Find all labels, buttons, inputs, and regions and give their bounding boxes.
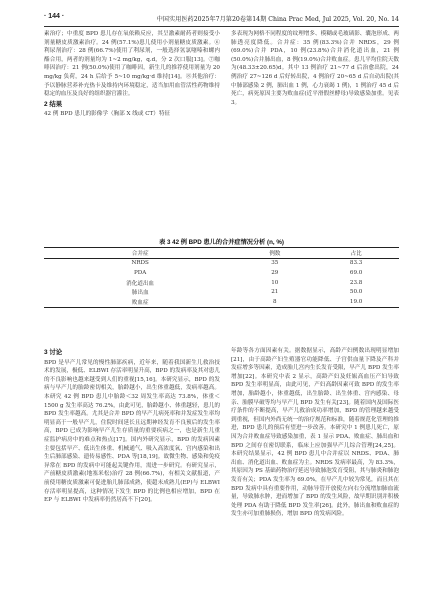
table-header-cell: 合并症 (131, 250, 149, 257)
table-row (44, 278, 399, 288)
table-cell: 29 (271, 269, 279, 276)
paragraph-discussion-cont: 年龄等各方面因素有关。据数据显示，高龄产妇例数出现明显增加[21]，由于高龄产妇生殖器官功能降低、子宫供血量下降及产科并发症增多等因素，造成胎儿宫内生长发育受限，早产儿 BPD 发生率增加[22]。本研究中表 2 显示，高龄产妇及妊娠高血压产妇导致 BPD 发生率明显高，由此可见，产妇高龄因素可致 BPD 的发生率增加，胎龄越小，体重越低，出生胎龄、出生体重、宫内感染、母亲、胎膜早破等均与早产儿 BPD 发生有关[23]。随着国内及国际医疗条件的不断提高，早产儿救治成功率增加，BPD 的管理越来越受到重视，但国内外尚无统一的治疗规范和标准，随着规范化管理的推进，BPD 患儿的预后有望进一步改善。本研究中 1 例患儿死亡，原因为合并败血症导致感染加重，表 1 显示 PDA、败血症、肺出血和 BPD 之间存在密切联系，临床上应加强早产儿综合管理[24,25]。 本研究结果显示，42 例 BPD 患儿中合并症以 NRDS、PDA、肺出血、消化道出血、败血症为主。NRDS 发病率最高，为 83.3%，其原因为 PS 基础药物治疗延迟导致肺泡发育受阻，其与肺炎和肺泡发育有关；PDA 发生率为 69.0%，在早产儿中较为常见，而且其在 BPD 发病中具有重要作用，动脉导管开放使左向右分流增加肺血流量，导致肺水肿，进而增加了 BPD 的发生风险，故早期识别并积极处理 PDA 有助于降低 BPD 发生率[26]。此外，肺出血和败血症的发生亦可加重肺损伤，增加 BPD 的发病风险。 (231, 348, 399, 518)
table-cell: 69.0 (349, 269, 363, 276)
paragraph-results: 42 例 BPD 患儿的影像学（胸部 X 线或 CT）特征 (44, 111, 171, 118)
section-heading-discussion: 3 讨论 (44, 349, 63, 356)
paragraph-discussion: BPD 是早产儿常见的慢性肺部疾病，近年来，随着我国新生儿救治技术的发展，极低、ELBWI 存活率明显升高，BPD 的发病率及其对患儿的不良影响也越来越受到人们的重视[15,16]。本研究显示，BPD 的发病与早产儿的胎龄密切相关，胎龄越小，出生体重越低，发病率越高。本研究 42 例 BPD 患儿中胎龄＜32 周发生率高达 73.8%，体重＜1500 g 发生率高达 76.2%，由此可见，胎龄越小、体重越轻，患儿的 BPD 发生率越高。尤其是合并 BPD 的早产儿病死率和并发症发生率均明显高于一般早产儿，住院时间延长且远期神经发育不良预后的发生率高，BPD 已成为影响早产儿生存质量的重要疾病之一，也是新生儿重症监护病房中的难点和热点[17]。国内外研究显示，BPD 的发病因素主要包括早产、低出生体重、机械通气、吸入高浓度氧、宫内感染和出生后肺部感染、遗传易感性、PDA 等[18,19]。故微生物、感染和免疫异常在 BPD 的发病中可能起关键作用，需进一步研究。有研究显示，产前糖皮质激素(地塞米松)治疗 28 例(66.7%)，有相关文献报道，产前使用糖皮质激素可促进胎儿肺部成熟，使超未成熟儿(EP)与 ELBWI 存活率明显提高，这种情况下发生 BPD 的比例也相应增加，BPD 在 EP 与 ELBWI 中发病率仍然居高不下[20]。 (44, 359, 220, 504)
table-cell: 8 (273, 298, 277, 305)
section-heading-results: 2 结果 (44, 100, 63, 108)
paragraph-complications: 多表现为网格不同程度的纹理增多、模糊或毛玻璃影、囊泡形成、两肺透亮度降低。合并症：35 例(83.3%)合并 NRDS，29 例(69.0%)合并 PDA，10 例(23.8%)合并消化道出血，21 例(50.0%)合并肺出血，8 例(19.0%)合并败血症。患儿平均住院天数为(48.33±20.65)d。其中 13 例治疗 21~77 d 后治愈出院，24 例治疗 27~126 d 后好转出院，4 例治疗 20~65 d 后自动出院(其中肺部感染 2 例，肺出血 1 例，心力衰竭 1 例)，1 例治疗 45 d 后死亡，病死原因主要为败血症(近平滑假丝酵母)导致感染加重。见表 3。 (231, 31, 399, 106)
table-header-cell: 例数 (269, 250, 281, 257)
paragraph-treatment: 素治疗；中重度 BPD 患儿存在氧依赖反应，其呈激素耐药者则接受小剂量糖皮质激素治疗。24 例(57.1%)患儿使用小剂量糖皮质激素。⑥利尿剂治疗：28 例(66.7%)使用了利尿剂，一般选择氢氯噻嗪和螺内酯合用，两者的剂量均为 1~2 mg/kg，q.d，分 2 次口服[13]。⑦咖啡因治疗：21 例(50.0%)使用了咖啡因，新生儿的推荐使用剂量为 20 mg/kg 负荷，24 h 后给予 5~10 mg/kg·d 维持[14]。⑧其他治疗：予以静脉营养补充热卡及维持内环境稳定，适当加用血管活性药物维持稳定的血压及良好的组织器官灌注。 (44, 31, 220, 98)
journal-info: 中国实用医药2025年7月第20卷第14期 China Prac Med, Jul 2025, Vol. 20, No. 14 (156, 16, 399, 23)
complications-table (44, 247, 399, 308)
table-header-row (44, 248, 399, 259)
table-cell: 败血症 (131, 299, 149, 306)
table-cell: 21 (271, 289, 279, 296)
table-cell: NRDS (131, 260, 149, 267)
table-row (44, 297, 399, 307)
table-cell: 23.8 (349, 279, 363, 286)
table-row (44, 268, 399, 278)
table-cell: 10 (271, 279, 279, 286)
running-header (44, 13, 399, 23)
table-caption: 表 3 42 例 BPD 患儿的合并症情况分析 (n, %) (159, 239, 284, 246)
left-column-top (44, 30, 220, 119)
table-cell: 消化道出血 (126, 280, 155, 287)
table-header-cell: 占比 (350, 250, 362, 257)
table-cell: 肺出血 (131, 290, 149, 297)
table-3 (44, 237, 399, 308)
table-cell: 19.0 (349, 298, 363, 305)
right-column-bottom (231, 347, 399, 519)
table-cell: PDA (134, 269, 147, 276)
table-cell: 83.3 (349, 260, 363, 267)
left-column-bottom (44, 347, 220, 505)
table-cell: 35 (271, 260, 279, 267)
table-row (44, 258, 399, 268)
header-divider (44, 26, 399, 27)
table-cell: 50.0 (349, 289, 363, 296)
table-row (44, 287, 399, 297)
page-number: · 144 · (44, 13, 65, 20)
right-column-top (231, 30, 399, 107)
